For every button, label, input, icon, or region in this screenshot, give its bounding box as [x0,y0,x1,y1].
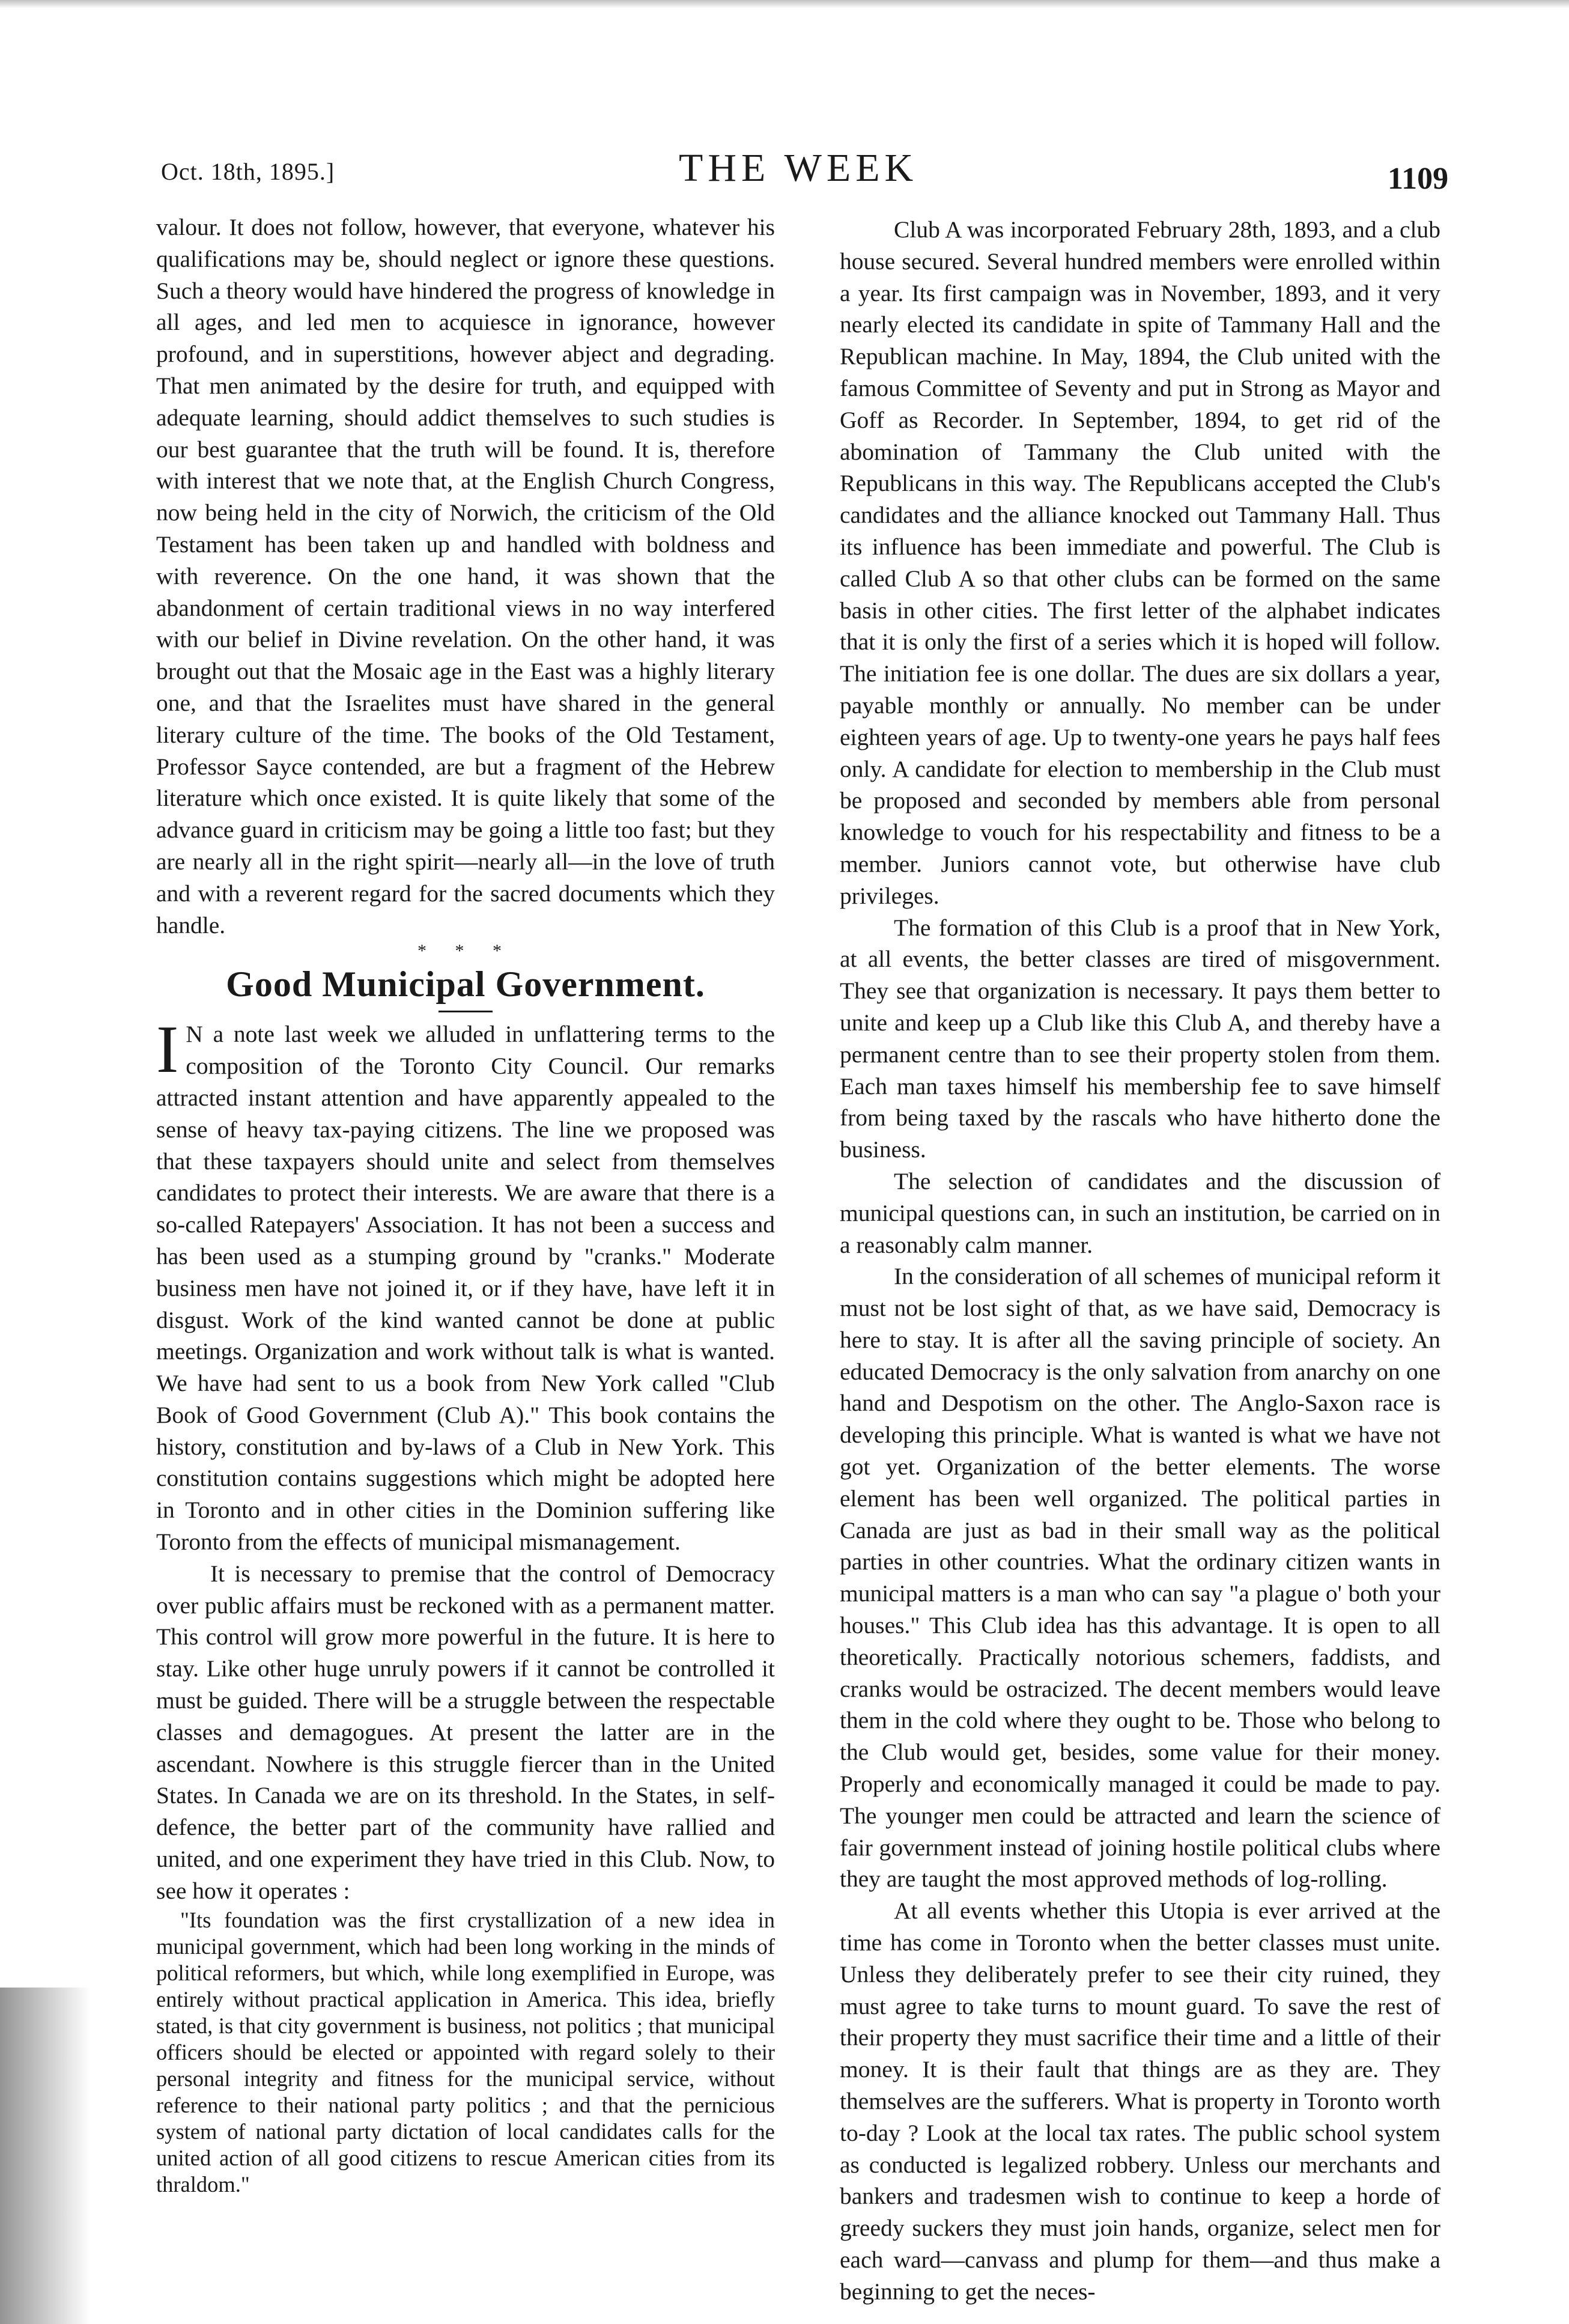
body-paragraph: valour. It does not follow, however, that everyone, whatever his qualifications may be, should neglect or ignore these questions. Such a theory would have hindered the progress of knowledge in all ages, and led men to acquiesce in ignorance, however profound, and in superstitions, however abject and degrading. That men animated by the desire for truth, and equipped with adequate learning, should addict themselves to such studies is our best guarantee that the truth will be found. It is, therefore with interest that we note that, at the English Church Congress, now being held in the city of Norwich, the criticism of the Old Testament has been taken up and handled with boldness and with reverence. On the one hand, it was shown that the abandonment of certain traditional views in no way interfered with our belief in Divine revelation. On the other hand, it was brought out that the Mosaic age in the East was a highly literary one, and that the Israelites must have shared in the general literary culture of the time. The books of the Old Testament, Professor Sayce contended, are but a fragment of the Hebrew literature which once existed. It is quite likely that some of the advance guard in criticism may be going a little too fast; but they are nearly all in the right spirit—nearly all—in the love of truth and with a reverent regard for the sacred documents which they handle. [156,214,775,938]
body-paragraph: The selection of candidates and the discussion of municipal questions can, in such an institution, be carried on in a reasonably calm manner. [840,1167,1440,1258]
left-column [156,211,775,2198]
body-paragraph: At all events whether this Utopia is ever arrived at the time has come in Toronto when the better classes must unite. Unless they deliberately prefer to see their city ruined, they must agree to take turns to mount guard. To save the rest of their property they must sacrifice their time and a little of their money. It is their fault that things are as they are. They themselves are the sufferers. What is property in Toronto worth to-day ? Look at the local tax rates. The public school system as conducted is legalized robbery. Unless our merchants and bankers and tradesmen wish to continue to keep a horde of greedy suckers they must join hands, organize, select men for each ward—canvass and plump for them—and thus make a beginning to get the neces- [840,1897,1440,2305]
dropcap-letter: I [156,1012,179,1087]
binding-shadow [0,1988,90,2324]
scan-edge-shadow [0,0,1569,8]
masthead-title: THE WEEK [679,146,918,190]
paragraph-text: N a note last week we alluded in unflattering terms to the composition of the Toronto City Council. Our remarks attracted instant attention and have apparently appealed to the sense of heavy tax-paying citizens. The line we proposed was that these taxpayers should unite and select from themselves candidates to protect their interests. We are aware that there is a so-called Ratepayers' Association. It has not been a success and has been used as a stumping ground by "cranks." Moderate business men have not joined it, or if they have, have left it in disgust. Work of the kind wanted cannot be done at public meetings. Organization and work without talk is what is wanted. We have had sent to us a book from New York called "Club Book of Good Government (Club A)." This book contains the history, constitution and by-laws of a Club in New York. This constitution contains suggestions which might be adopted here in Toronto and in other cities in the Dominion suffering like Toronto from the effects of municipal mismanagement. [156,1021,775,1556]
block-quote: "Its foundation was the first crystallization of a new idea in municipal government, which had been long working in the minds of political reformers, but which, while long exemplified in Europe, was entirely without practical application in America. This idea, briefly stated, is that city government is business, not politics ; that municipal officers should be elected or appointed with regard solely to their personal integrity and fitness for the municipal service, without reference to their national party politics ; and that the pernicious system of national party dictation of local candidates calls for the united action of all good citizens to rescue American cities from its thraldom." [156,1907,775,2197]
title-rule [439,1011,493,1012]
section-separator: * * * [417,941,514,961]
body-paragraph [156,1012,775,1558]
body-paragraph: The formation of this Club is a proof that in New York, at all events, the better classes are tired of misgovernment. They see that organization is necessary. It pays them better to unite and keep up a Club like this Club A, and thereby have a permanent centre than to see their property stolen from them. Each man taxes himself his membership fee to save himself from being taxed by the rascals who have hitherto done the business. [840,914,1440,1163]
issue-date: Oct. 18th, 1895.] [161,158,335,185]
right-column [840,214,1440,2308]
section-title: Good Municipal Government. [226,964,705,1005]
body-paragraph: It is necessary to premise that the control of Democracy over public affairs must be reckoned with as a permanent matter. This control will grow more powerful in the future. It is here to stay. Like other huge unruly powers if it cannot be controlled it must be guided. There will be a struggle between the respectable classes and demagogues. At present the latter are in the ascendant. Nowhere is this struggle fiercer than in the United States. In Canada we are on its threshold. In the States, in self-defence, the better part of the community have rallied and united, and one experiment they have tried in this Club. Now, to see how it operates : [156,1560,775,1904]
body-paragraph: Club A was incorporated February 28th, 1893, and a club house secured. Several hundred members were enrolled within a year. Its first campaign was in November, 1893, and it very nearly elected its candidate in spite of Tammany Hall and the Republican machine. In May, 1894, the Club united with the famous Committee of Seventy and put in Strong as Mayor and Goff as Recorder. In September, 1894, to get rid of the abomination of Tammany the Club united with the Republicans in this way. The Republicans accepted the Club's candidates and the alliance knocked out Tammany Hall. Thus its influence has been immediate and powerful. The Club is called Club A so that other clubs can be formed on the same basis in other cities. The first letter of the alphabet indicates that it is only the first of a series which it is hoped will follow. The initiation fee is one dollar. The dues are six dollars a year, payable monthly or annually. No member can be under eighteen years of age. Up to twenty-one years he pays half fees only. A candidate for election to membership in the Club must be proposed and seconded by members able from personal knowledge to vouch for his respectability and fitness to be a member. Juniors cannot vote, but otherwise have club privileges. [840,216,1440,909]
page-number: 1109 [1388,162,1449,196]
body-paragraph: In the consideration of all schemes of municipal reform it must not be lost sight of that, as we have said, Democracy is here to stay. It is after all the saving principle of society. An educated Democracy is the only salvation from anarchy on one hand and Despotism on the other. The Anglo-Saxon race is developing this principle. What is wanted is what we have not got yet. Organization of the better elements. The worse element has been well organized. The political parties in Canada are just as bad in their small way as the political parties in other countries. What the ordinary citizen wants in municipal matters is a man who can say "a plague o' both your houses." This Club idea has this advantage. It is open to all theoretically. Practically notorious schemers, faddists, and cranks would be ostracized. The decent members would leave them in the cold where they ought to be. Those who belong to the Club would get, besides, some value for their money. Properly and economically managed it could be made to pay. The younger men could be attracted and learn the science of fair government instead of joining hostile political clubs where they are taught the most approved methods of log-rolling. [840,1263,1440,1893]
